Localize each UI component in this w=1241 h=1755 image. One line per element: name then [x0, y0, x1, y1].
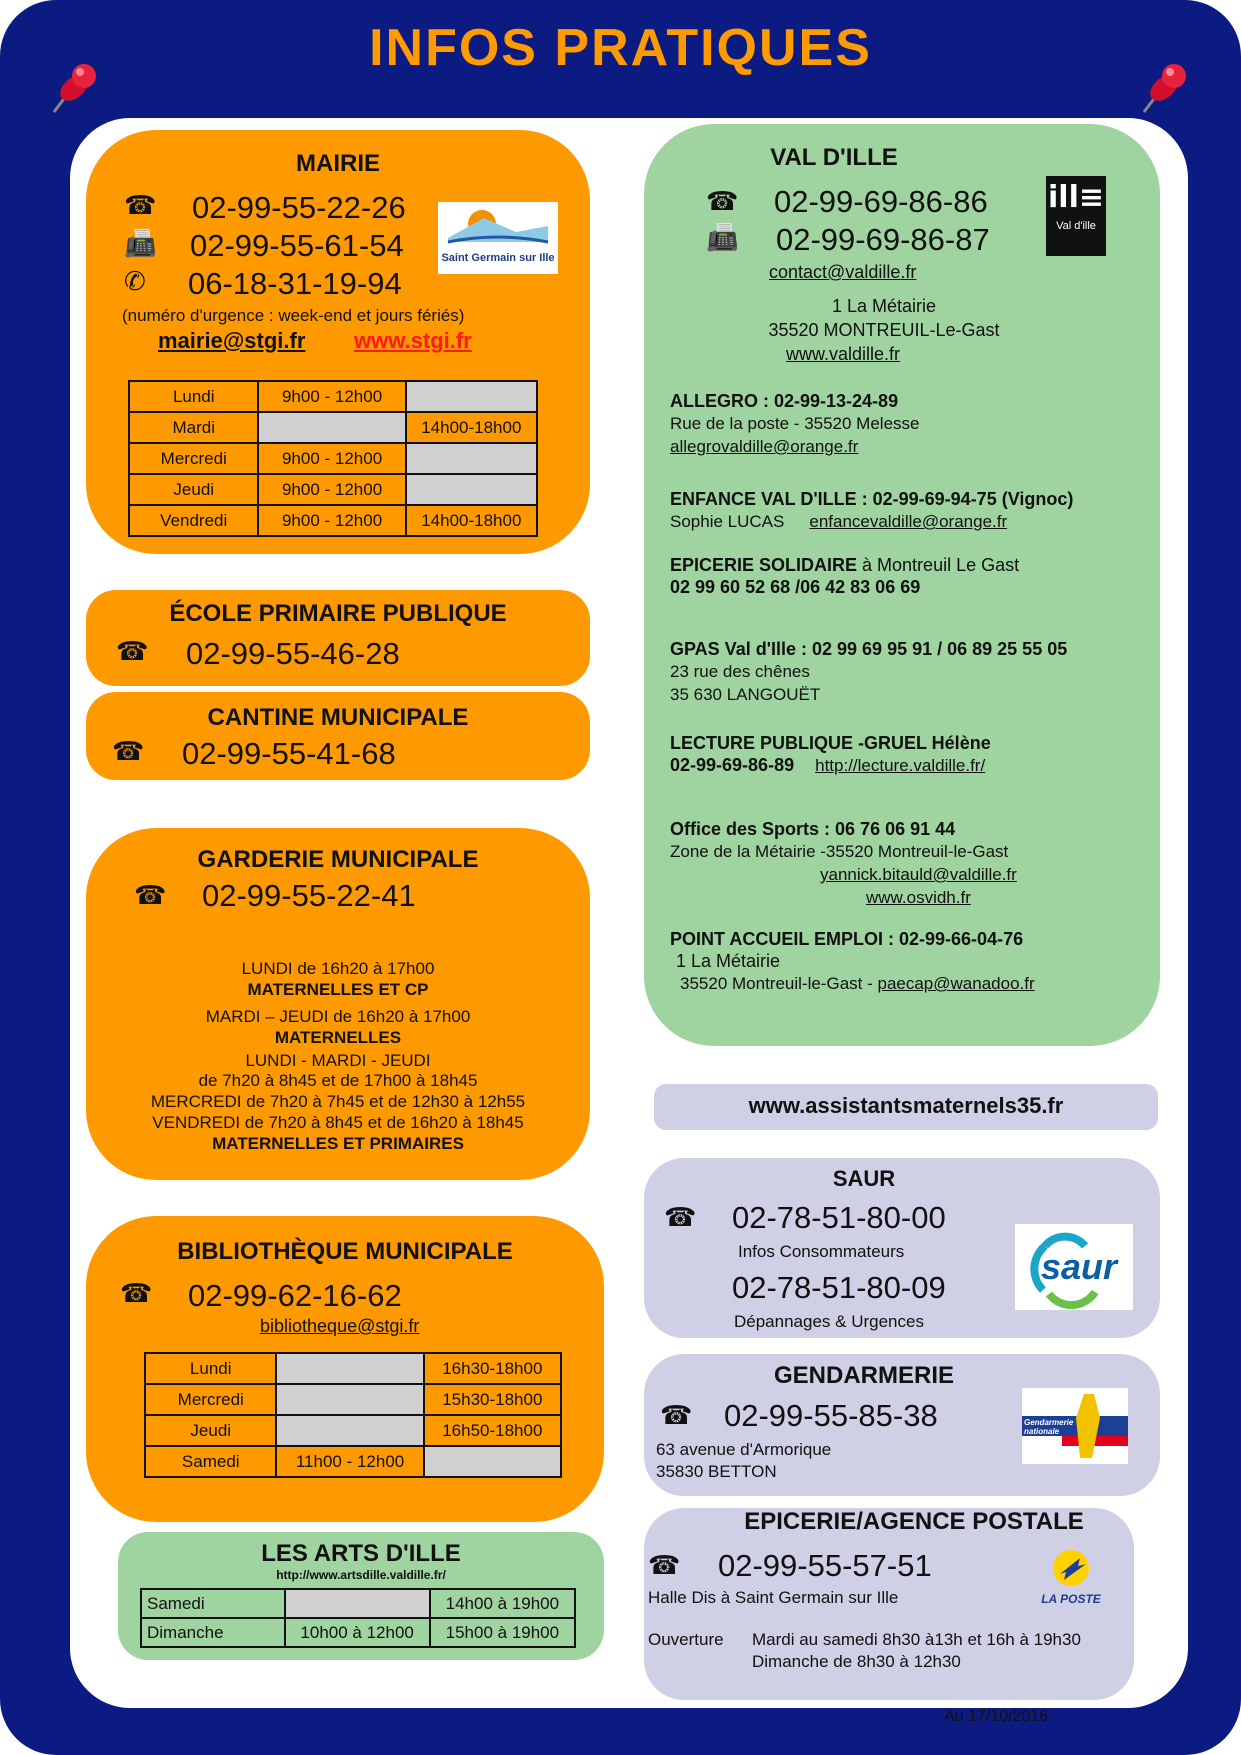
saur-card	[644, 1158, 1160, 1338]
ecole-heading: ÉCOLE PRIMAIRE PUBLIQUE	[169, 600, 507, 627]
mairie-hours-cell: 9h00 - 12h00	[258, 381, 405, 412]
phone-icon: ☎	[706, 186, 739, 216]
mairie-row	[129, 443, 537, 474]
mairie-hours-cell	[258, 412, 405, 443]
biblio-hours-cell: 15h30-18h00	[424, 1384, 561, 1415]
gendarmerie-card	[644, 1354, 1160, 1496]
mairie-hours-cell: 14h00-18h00	[406, 505, 537, 536]
allegro-block	[670, 390, 920, 458]
assistants-maternels-link[interactable]: www.assistantsmaternels35.fr	[748, 1093, 1064, 1118]
mairie-note: (numéro d'urgence : week-end et jours fériés)	[122, 306, 465, 325]
agence-postale-opening-sunday: Dimanche de 8h30 à 12h30	[752, 1652, 961, 1671]
lecture-title: LECTURE PUBLIQUE -GRUEL Hélène	[670, 733, 991, 753]
epicerie-phone[interactable]: 02 99 60 52 68 /06 42 83 06 69	[670, 577, 921, 597]
saur-emergency-label: Dépannages & Urgences	[734, 1312, 924, 1331]
saint-germain-logo	[438, 202, 558, 274]
allegro-address: Rue de la poste - 35520 Melesse	[670, 414, 920, 433]
update-date: Au 17/10/2016	[944, 1708, 1049, 1725]
gendarmerie-city: 35830 BETTON	[656, 1462, 777, 1481]
agence-postale-opening-week: Mardi au samedi 8h30 à13h et 16h à 19h30	[752, 1630, 1081, 1649]
fax-icon: 📠	[706, 222, 739, 252]
ecole-card	[86, 590, 590, 686]
assistants-maternels-banner	[654, 1084, 1158, 1130]
bibliotheque-card	[86, 1216, 604, 1522]
gpas-block	[670, 638, 1067, 706]
phone-icon: ☎	[134, 880, 167, 910]
allegro-email[interactable]: allegrovaldille@orange.fr	[670, 437, 859, 456]
gendarmerie-phone[interactable]: 02-99-55-85-38	[724, 1398, 938, 1433]
saur-consumers-label: Infos Consommateurs	[738, 1242, 905, 1261]
emploi-address: 1 La Métairie	[676, 951, 781, 971]
sports-title: Office des Sports : 06 76 06 91 44	[670, 819, 956, 839]
biblio-hours-cell: 16h50-18h00	[424, 1415, 561, 1446]
valdille-logo-mark: ill≡	[1048, 180, 1104, 215]
biblio-day-cell: Samedi	[145, 1446, 276, 1477]
mairie-email[interactable]: mairie@stgi.fr	[158, 328, 306, 353]
mairie-website[interactable]: www.stgi.fr	[354, 328, 472, 353]
mairie-hours-cell: 14h00-18h00	[406, 412, 537, 443]
garderie-line: MATERNELLES ET PRIMAIRES	[212, 1134, 464, 1153]
garderie-line: VENDREDI de 7h20 à 8h45 et de 16h20 à 18h45	[152, 1113, 524, 1132]
gpas-title: GPAS Val d'Ille	[670, 639, 796, 659]
bibliotheque-email[interactable]: bibliotheque@stgi.fr	[260, 1316, 420, 1336]
valdille-city: 35520 MONTREUIL-Le-Gast	[768, 320, 1000, 340]
phone-icon: ☎	[664, 1202, 697, 1232]
garderie-line: MATERNELLES ET CP	[247, 980, 429, 999]
valdille-card	[644, 124, 1160, 1046]
gendarmerie-logo	[1022, 1388, 1128, 1464]
biblio-hours-cell	[276, 1384, 423, 1415]
mairie-row	[129, 505, 537, 536]
mairie-hours-cell	[406, 474, 537, 505]
gpas-city: 35 630 LANGOUËT	[670, 685, 821, 704]
mairie-phone[interactable]: 02-99-55-22-26	[192, 190, 406, 225]
mairie-hours-cell	[406, 381, 537, 412]
biblio-hours-cell: 16h30-18h00	[424, 1353, 561, 1384]
biblio-hours-cell: 11h00 - 12h00	[276, 1446, 423, 1477]
bibliotheque-phone[interactable]: 02-99-62-16-62	[188, 1278, 402, 1313]
mairie-mobile[interactable]: 06-18-31-19-94	[188, 266, 402, 301]
emploi-title: POINT ACCUEIL EMPLOI : 02-99-66-04-76	[670, 929, 1024, 949]
gendarmerie-address: 63 avenue d'Armorique	[656, 1440, 832, 1459]
emploi-city: 35520 Montreuil-le-Gast -	[680, 974, 878, 993]
epicerie-title: EPICERIE SOLIDAIRE	[670, 555, 858, 575]
mairie-day-cell: Lundi	[129, 381, 258, 412]
mairie-day-cell: Mardi	[129, 412, 258, 443]
arts-hours-cell	[285, 1589, 430, 1618]
garderie-heading: GARDERIE MUNICIPALE	[197, 846, 479, 873]
biblio-day-cell: Jeudi	[145, 1415, 276, 1446]
epicerie-location: à Montreuil Le Gast	[857, 555, 1020, 575]
phone-icon: ☎	[660, 1400, 693, 1430]
biblio-row	[145, 1446, 561, 1477]
cantine-phone[interactable]: 02-99-55-41-68	[182, 736, 396, 771]
arts-dille-url[interactable]: http://www.artsdille.valdille.fr/	[276, 1568, 446, 1582]
fax-icon: 📠	[124, 228, 157, 258]
garderie-line: MATERNELLES	[274, 1028, 402, 1047]
biblio-row	[145, 1353, 561, 1384]
mairie-day-cell: Jeudi	[129, 474, 258, 505]
la-poste-logo-text: LA POSTE	[1041, 1592, 1101, 1606]
gpas-phone[interactable]: : 02 99 69 95 91 / 06 89 25 55 05	[796, 639, 1068, 659]
arts-dille-hours-table	[140, 1588, 576, 1648]
lecture-phone[interactable]: 02-99-69-86-89	[670, 755, 795, 775]
mairie-hours-table	[128, 380, 538, 537]
phone-icon: ☎	[124, 190, 157, 220]
cantine-card	[86, 692, 590, 780]
pushpin-right-icon	[1130, 58, 1190, 128]
saur-logo	[1015, 1224, 1133, 1310]
valdille-fax[interactable]: 02-99-69-86-87	[776, 222, 990, 257]
bibliotheque-heading: BIBLIOTHÈQUE MUNICIPALE	[177, 1238, 513, 1265]
phone-icon: ☎	[648, 1550, 681, 1580]
gpas-address: 23 rue des chênes	[670, 662, 810, 681]
mairie-hours-cell: 9h00 - 12h00	[258, 505, 405, 536]
mairie-heading: MAIRIE	[296, 150, 380, 177]
emploi-email[interactable]: paecap@wanadoo.fr	[877, 974, 1035, 993]
mairie-day-cell: Vendredi	[129, 505, 258, 536]
arts-row	[141, 1618, 575, 1647]
saur-logo-text: saur	[1041, 1246, 1118, 1287]
mairie-hours-cell: 9h00 - 12h00	[258, 443, 405, 474]
bibliotheque-hours-table	[144, 1352, 562, 1478]
valdille-email[interactable]: contact@valdille.fr	[769, 262, 917, 282]
phone-icon: ☎	[120, 1278, 153, 1308]
mairie-hours-cell: 9h00 - 12h00	[258, 474, 405, 505]
sports-website[interactable]: www.osvidh.fr	[866, 888, 971, 907]
mairie-fax[interactable]: 02-99-55-61-54	[190, 228, 404, 263]
mairie-day-cell: Mercredi	[129, 443, 258, 474]
lecture-url[interactable]: http://lecture.valdille.fr/	[815, 756, 986, 775]
arts-hours-cell: 15h00 à 19h00	[430, 1618, 575, 1647]
valdille-logo-text: Val d'ille	[1056, 220, 1096, 232]
garderie-line: de 7h20 à 8h45 et de 17h00 à 18h45	[198, 1071, 478, 1090]
garderie-phone[interactable]: 02-99-55-22-41	[202, 878, 416, 913]
valdille-website[interactable]: www.valdille.fr	[786, 344, 901, 364]
mairie-row	[129, 381, 537, 412]
arts-day-cell: Samedi	[141, 1589, 285, 1618]
gendarmerie-heading: GENDARMERIE	[773, 1362, 954, 1389]
enfance-block	[670, 488, 1073, 533]
enfance-title: ENFANCE VAL D'ILLE : 02-99-69-94-75 (Vignoc)	[670, 489, 1074, 509]
valdille-logo	[1046, 176, 1106, 256]
arts-hours-cell: 14h00 à 19h00	[430, 1589, 575, 1618]
valdille-heading: VAL D'ILLE	[770, 144, 898, 171]
mairie-hours-cell	[406, 443, 537, 474]
arts-day-cell: Dimanche	[141, 1618, 285, 1647]
la-poste-logo-mark	[1030, 1546, 1112, 1592]
point-accueil-emploi-block	[670, 928, 1035, 995]
saur-heading: SAUR	[832, 1166, 896, 1191]
agence-postale-opening-label: Ouverture	[648, 1630, 724, 1649]
enfance-email[interactable]: enfancevaldille@orange.fr	[809, 512, 1008, 531]
valdille-address: 1 La Métairie	[831, 296, 937, 316]
page-title: INFOS PRATIQUES	[369, 19, 872, 77]
la-poste-logo	[1030, 1546, 1112, 1616]
biblio-row	[145, 1384, 561, 1415]
garderie-line: MERCREDI de 7h20 à 7h45 et de 12h30 à 12h55	[150, 1092, 526, 1111]
garderie-line: MARDI – JEUDI de 16h20 à 17h00	[205, 1007, 471, 1026]
sports-address: Zone de la Métairie -35520 Montreuil-le-Gast	[670, 842, 1009, 861]
mairie-row	[129, 412, 537, 443]
cantine-heading: CANTINE MUNICIPALE	[207, 704, 469, 731]
mairie-card	[86, 130, 590, 554]
garderie-line: LUNDI de 16h20 à 17h00	[241, 959, 435, 978]
garderie-line: LUNDI - MARDI - JEUDI	[245, 1051, 431, 1070]
ecole-phone[interactable]: 02-99-55-46-28	[186, 636, 400, 671]
saint-germain-logo-text: Saint Germain sur Ille	[441, 252, 555, 264]
sports-email[interactable]: yannick.bitauld@valdille.fr	[820, 865, 1017, 884]
phone-icon: ☎	[116, 636, 149, 666]
arts-row	[141, 1589, 575, 1618]
arts-dille-card	[118, 1532, 604, 1660]
lecture-publique-block	[670, 732, 991, 777]
agence-postale-card	[644, 1508, 1134, 1700]
agence-postale-phone[interactable]: 02-99-55-57-51	[718, 1548, 932, 1583]
phone-icon: ☎	[112, 736, 145, 766]
enfance-contact: Sophie LUCAS	[670, 512, 785, 531]
arts-hours-cell: 10h00 à 12h00	[285, 1618, 430, 1647]
biblio-day-cell: Lundi	[145, 1353, 276, 1384]
biblio-hours-cell	[276, 1415, 423, 1446]
biblio-day-cell: Mercredi	[145, 1384, 276, 1415]
agence-postale-address: Halle Dis à Saint Germain sur Ille	[648, 1588, 899, 1607]
gendarmerie-logo-text: Gendarmerie nationale	[1024, 1418, 1074, 1436]
biblio-hours-cell	[276, 1353, 423, 1384]
mobile-phone-icon: ✆	[124, 266, 146, 296]
valdille-phone[interactable]: 02-99-69-86-86	[774, 184, 988, 219]
epicerie-solidaire-block	[670, 554, 1019, 598]
saur-phone-consumers[interactable]: 02-78-51-80-00	[732, 1200, 946, 1235]
biblio-hours-cell	[424, 1446, 561, 1477]
arts-dille-heading: LES ARTS D'ILLE	[261, 1540, 461, 1567]
saur-phone-emergency[interactable]: 02-78-51-80-09	[732, 1270, 946, 1305]
biblio-row	[145, 1415, 561, 1446]
allegro-title: ALLEGRO : 02-99-13-24-89	[670, 391, 899, 411]
garderie-card	[86, 828, 590, 1180]
office-sports-block	[670, 818, 1017, 909]
pushpin-left-icon	[40, 58, 100, 128]
mairie-row	[129, 474, 537, 505]
saint-germain-logo-mark	[438, 202, 558, 252]
agence-postale-heading: EPICERIE/AGENCE POSTALE	[744, 1508, 1084, 1535]
